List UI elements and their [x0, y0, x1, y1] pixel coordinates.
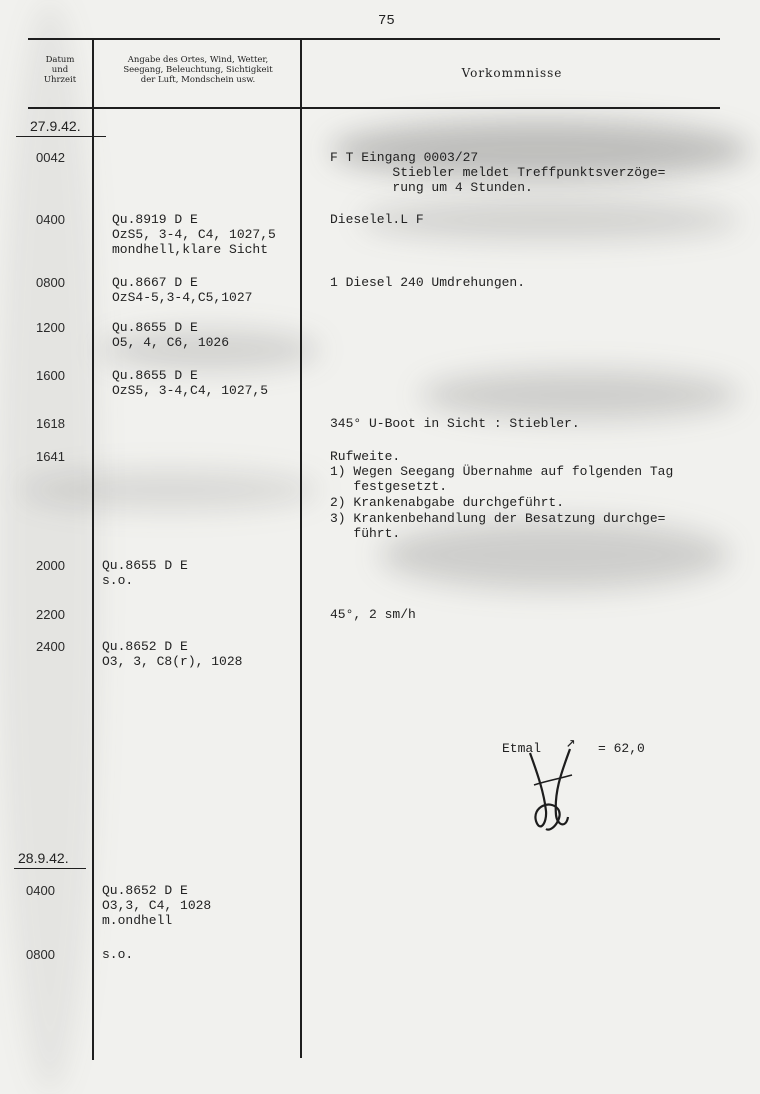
- header-events: Vorkommnisse: [461, 66, 563, 80]
- entry-event-line: Rufweite.: [330, 449, 401, 464]
- etmal-value: = 62,0: [598, 741, 645, 756]
- entry-location-line: Qu.8655 D E: [112, 368, 198, 383]
- entry-event-line: 1) Wegen Seegang Übernahme auf folgenden Tag: [330, 464, 674, 479]
- entry-event-line: festgesetzt.: [330, 479, 448, 494]
- entry-location-line: O3, 3, C8(r), 1028: [102, 654, 243, 669]
- date-underline: [16, 136, 106, 137]
- entry-time: 1618: [36, 416, 65, 431]
- entry-location-line: s.o.: [102, 947, 134, 962]
- etmal-arrow-icon: ↗: [566, 734, 576, 752]
- entry-location-line: Qu.8652 D E: [102, 883, 188, 898]
- top-rule: [28, 38, 720, 40]
- entry-time: 0800: [36, 275, 65, 290]
- column-divider-1: [92, 40, 94, 1060]
- entry-location-line: Qu.8655 D E: [102, 558, 188, 573]
- entry-location-line: Qu.8652 D E: [102, 639, 188, 654]
- date-label: 28.9.42.: [18, 850, 69, 866]
- entry-location-line: O5, 4, C6, 1026: [112, 335, 230, 350]
- entry-location-line: Qu.8667 D E: [112, 275, 198, 290]
- entry-event-line: Dieselel.L F: [330, 212, 424, 227]
- header-date-time: Datum und Uhrzeit: [43, 55, 77, 85]
- entry-time: 2200: [36, 607, 65, 622]
- entry-location-line: Qu.8919 D E: [112, 212, 198, 227]
- entry-event-line: F T Eingang 0003/27: [330, 150, 479, 165]
- entry-event-line: 45°, 2 sm/h: [330, 607, 416, 622]
- entry-location-line: s.o.: [102, 573, 134, 588]
- entry-location-line: O3,3, C4, 1028: [102, 898, 212, 913]
- column-divider-2: [300, 40, 302, 1058]
- entry-event-line: 2) Krankenabgabe durchgeführt.: [330, 495, 565, 510]
- entry-time: 0800: [26, 947, 55, 962]
- entry-time: 1200: [36, 320, 65, 335]
- entry-time: 0400: [26, 883, 55, 898]
- header-rule: [28, 107, 720, 109]
- entry-time: 2000: [36, 558, 65, 573]
- entry-location-line: m.ondhell: [102, 913, 173, 928]
- entry-location-line: OzS4-5,3-4,C5,1027: [112, 290, 253, 305]
- entry-event-line: 1 Diesel 240 Umdrehungen.: [330, 275, 526, 290]
- entry-event-line: Stiebler meldet Treffpunktsverzöge=: [330, 165, 666, 180]
- entry-time: 2400: [36, 639, 65, 654]
- entry-location-line: OzS5, 3-4,C4, 1027,5: [112, 383, 269, 398]
- entry-time: 0400: [36, 212, 65, 227]
- etmal-label: Etmal: [502, 741, 542, 756]
- header-location-weather: Angabe des Ortes, Wind, Wetter, Seegang, Beleuchtung, Sichtigkeit der Luft, Mondschein usw.: [123, 55, 273, 85]
- entry-event-line: 345° U-Boot in Sicht : Stiebler.: [330, 416, 580, 431]
- entry-time: 1641: [36, 449, 65, 464]
- page-number: 75: [378, 13, 395, 29]
- entry-location-line: OzS5, 3-4, C4, 1027,5: [112, 227, 276, 242]
- date-label: 27.9.42.: [30, 118, 81, 134]
- entry-location-line: mondhell,klare Sicht: [112, 242, 269, 257]
- signature-icon: [522, 745, 582, 840]
- entry-event-line: rung um 4 Stunden.: [330, 180, 533, 195]
- entry-event-line: 3) Krankenbehandlung der Besatzung durchge=: [330, 511, 666, 526]
- entry-time: 0042: [36, 150, 65, 165]
- entry-event-line: führt.: [330, 526, 401, 541]
- entry-location-line: Qu.8655 D E: [112, 320, 198, 335]
- date-underline: [14, 868, 86, 869]
- entry-time: 1600: [36, 368, 65, 383]
